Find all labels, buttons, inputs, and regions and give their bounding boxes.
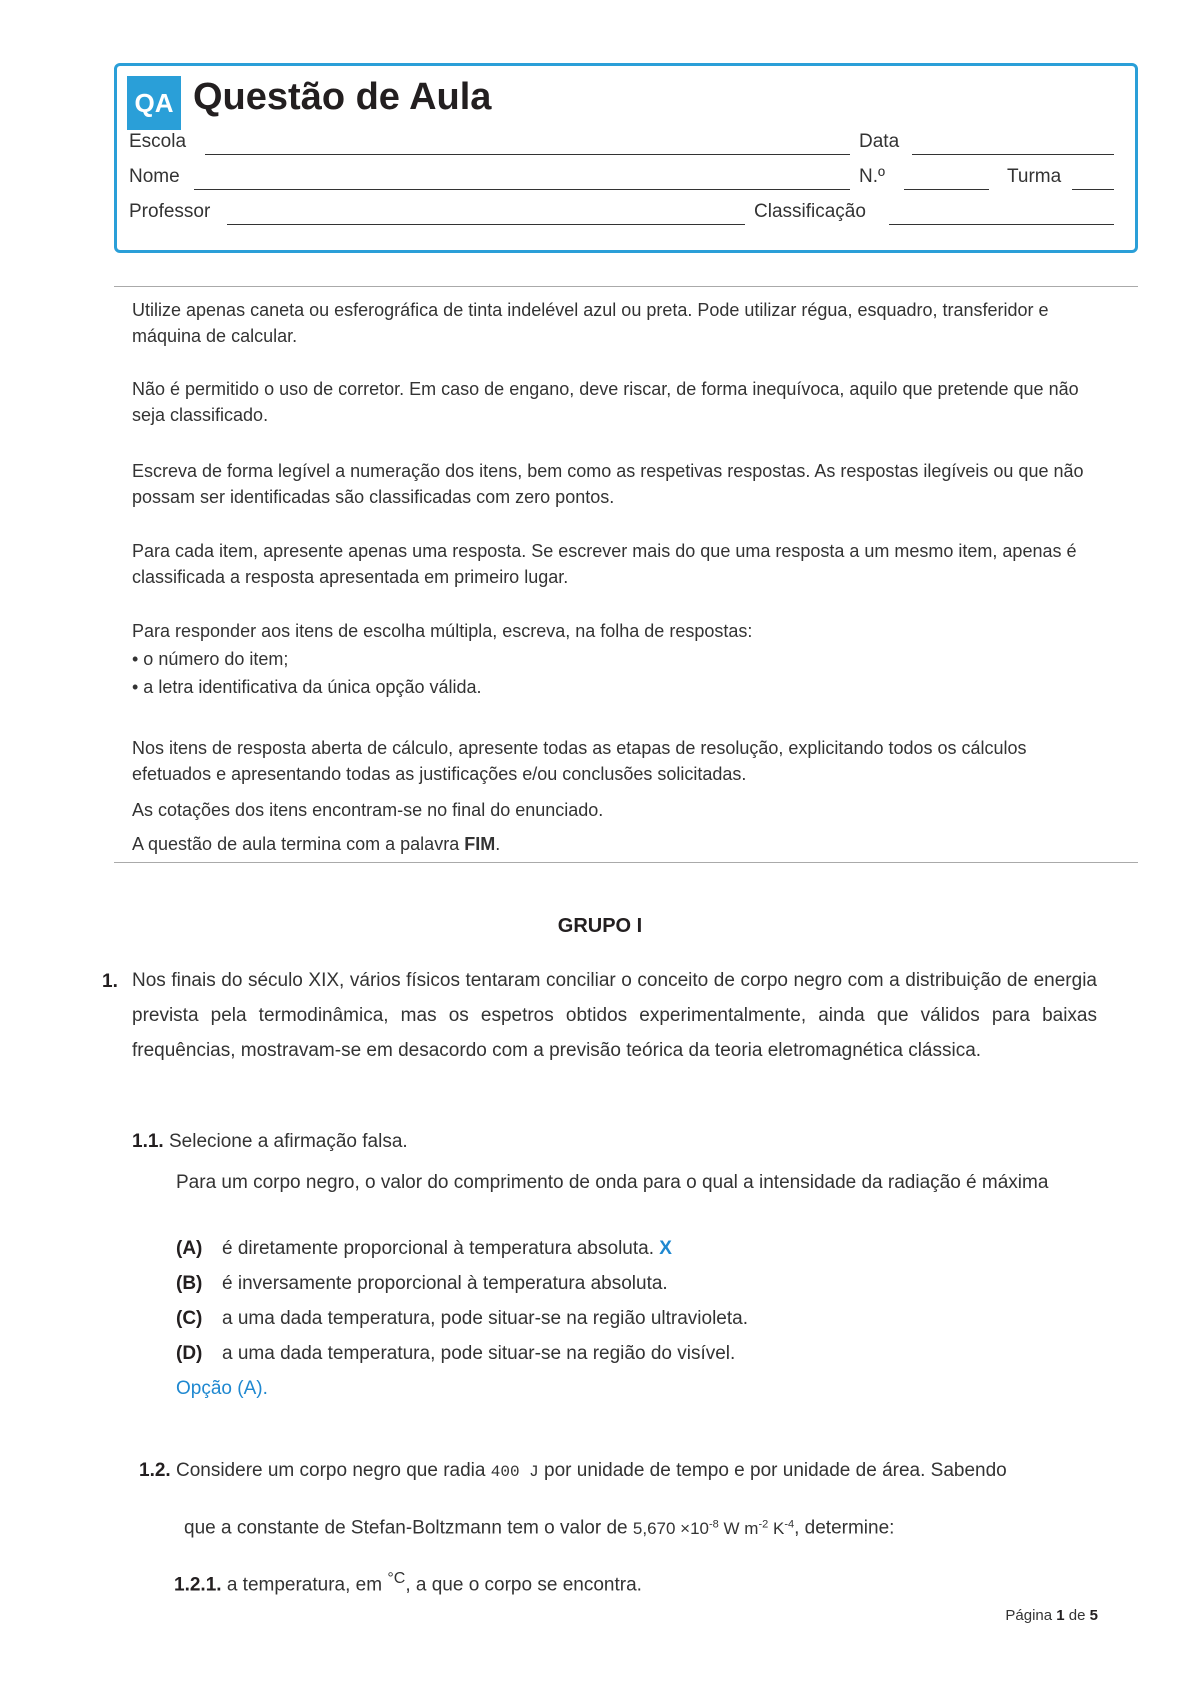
nome-label: Nome bbox=[129, 166, 180, 187]
option-d[interactable]: (D) a uma dada temperatura, pode situar-se na região do visível. bbox=[176, 1343, 736, 1364]
option-c[interactable]: (C) a uma dada temperatura, pode situar-se na região ultravioleta. bbox=[176, 1308, 748, 1329]
numero-field[interactable] bbox=[904, 189, 989, 190]
item-1-1-stem: Para um corpo negro, o valor do comprimento de onda para o qual a intensidade da radiação é máxima bbox=[176, 1172, 1049, 1193]
escola-label: Escola bbox=[129, 131, 187, 152]
page-title: Questão de Aula bbox=[193, 76, 492, 118]
escola-row bbox=[129, 131, 1109, 157]
item-1-2-constant-line: que a constante de Stefan-Boltzmann tem o valor de $5,670 \times 10^{-8}$ W $m^{-2}$ $K^{-4}$, determine: bbox=[184, 1517, 895, 1539]
turma-field[interactable] bbox=[1072, 189, 1114, 190]
option-a[interactable]: (A) é diretamente proporcional à temperatura absoluta. X bbox=[176, 1238, 672, 1259]
stefan-boltzmann-constant: $5,670 \times 10^{-8}$ W $m^{-2}$ $K^{-4}$ bbox=[632, 1518, 795, 1538]
option-b[interactable]: (B) é inversamente proporcional à temperatura absoluta. bbox=[176, 1273, 668, 1294]
instruction-5: Para responder aos itens de escolha múltipla, escreva, na folha de respostas: bbox=[132, 621, 753, 641]
instruction-2: Não é permitido o uso de corretor. Em caso de engano, deve riscar, de forma inequívoca, aquilo que pretende que não seja classificado. bbox=[132, 379, 1079, 425]
question-1-text: Nos finais do século XIX, vários físicos tentaram conciliar o conceito de corpo negro com a distribuição de energia prevista pela termodinâmica, mas os espetros obtidos experimentalmente, ainda que válidos para baixas frequências, mostravam-se em desacordo com a previsão teórica da teoria eletromagnética clássica. bbox=[132, 970, 1097, 1061]
fim-word: FIM bbox=[464, 834, 496, 854]
page-number: Página 1 de 5 bbox=[1005, 1607, 1098, 1624]
answer-mark: X bbox=[659, 1238, 672, 1259]
instruction-bullet-1: • o número do item; bbox=[132, 649, 289, 669]
celsius-unit: °C bbox=[387, 1570, 406, 1587]
question-1-number: 1. bbox=[102, 971, 118, 992]
closing-line: A questão de aula termina com a palavra FIM. bbox=[132, 834, 501, 854]
numero-label: N.º bbox=[859, 166, 885, 187]
data-label: Data bbox=[859, 131, 900, 152]
data-field[interactable] bbox=[912, 154, 1114, 155]
divider-bottom bbox=[114, 862, 1138, 863]
instruction-6: Nos itens de resposta aberta de cálculo, apresente todas as etapas de resolução, explicitando todos os cálculos efetuados e apresentando todas as justificações e/ou conclusões solicitadas. bbox=[132, 738, 1027, 784]
instruction-7: As cotações dos itens encontram-se no final do enunciado. bbox=[132, 800, 604, 820]
group-title: GRUPO I bbox=[557, 915, 643, 937]
item-1-2-1-text: 1.2.1. a temperatura, em $^{^\circ C}$, a que o corpo se encontra. bbox=[174, 1570, 642, 1596]
nome-field[interactable] bbox=[194, 189, 850, 190]
professor-field[interactable] bbox=[227, 224, 745, 225]
escola-field[interactable] bbox=[205, 154, 850, 155]
qa-logo: QA bbox=[127, 76, 181, 130]
classificacao-label: Classificação bbox=[754, 201, 866, 222]
item-1-2-text: 1.2. Considere um corpo negro que radia 400 J por unidade de tempo e por unidade de área. Sabendo bbox=[139, 1460, 1007, 1481]
professor-row bbox=[129, 201, 1109, 227]
divider-top bbox=[114, 286, 1138, 287]
instruction-4: Para cada item, apresente apenas uma resposta. Se escrever mais do que uma resposta a um mesmo item, apenas é classificada a resposta apresentada em primeiro lugar. bbox=[132, 541, 1077, 587]
instruction-1: Utilize apenas caneta ou esferográfica de tinta indelével azul ou preta. Pode utilizar régua, esquadro, transferidor e máquina de calcular. bbox=[132, 300, 1049, 346]
answer-text: Opção (A). bbox=[176, 1378, 268, 1399]
professor-label: Professor bbox=[129, 201, 211, 222]
nome-row bbox=[129, 166, 1109, 192]
instruction-bullet-2: • a letra identificativa da única opção válida. bbox=[132, 677, 482, 697]
turma-label: Turma bbox=[1007, 166, 1062, 187]
instruction-3: Escreva de forma legível a numeração dos itens, bem como as respetivas respostas. As respostas ilegíveis ou que não possam ser identificadas são classificadas com zero pontos. bbox=[132, 461, 1084, 507]
classificacao-field[interactable] bbox=[889, 224, 1114, 225]
item-1-1-prompt: 1.1. Selecione a afirmação falsa. bbox=[132, 1131, 408, 1152]
header-box bbox=[114, 63, 1138, 253]
